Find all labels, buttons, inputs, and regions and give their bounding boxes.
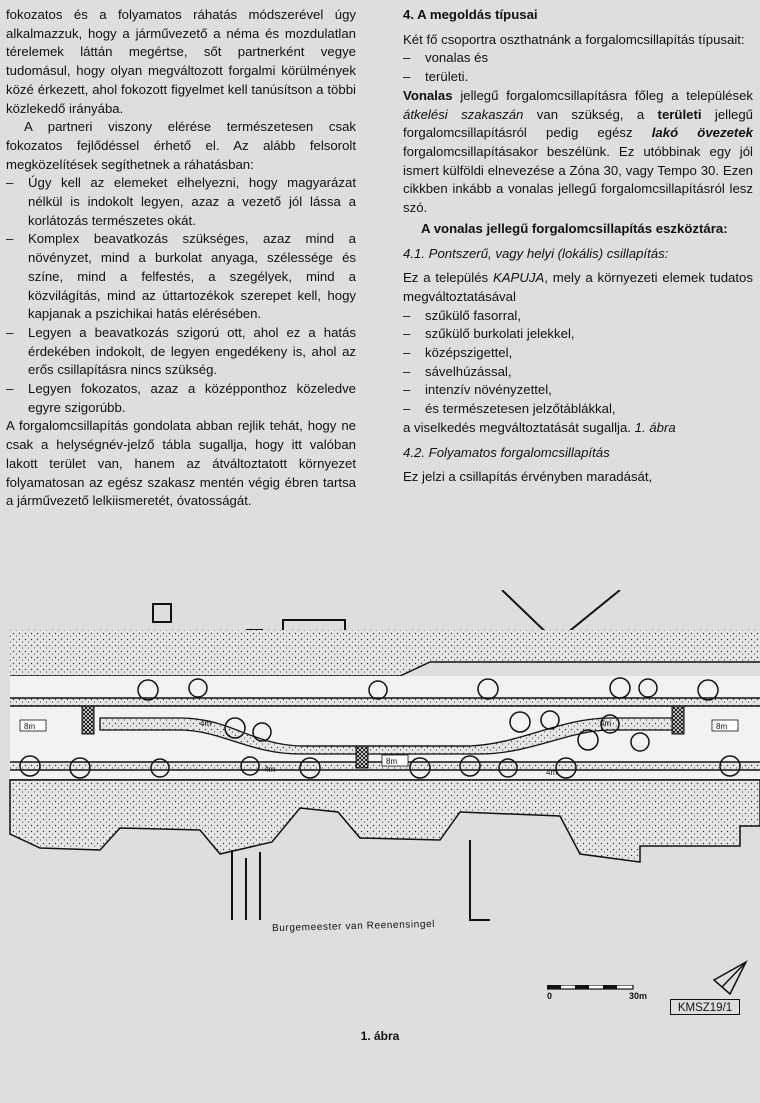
left-column <box>6 6 356 511</box>
scale-start: 0 <box>547 991 553 1001</box>
dim-label: 4m <box>200 719 212 728</box>
buildings-bottom <box>232 840 490 920</box>
subheading: A vonalas jellegű forgalomcsillapítás eszköztára: <box>421 220 728 236</box>
list-item: – vonalas és <box>403 50 489 66</box>
paragraph: A forgalomcsillapítás gondolata abban rejlik tehát, hogy ne csak a helységnév-jelző tábla sugallja, hogy itt valóban lakott terület van, hanem az átváltoztatott környezet folyamatosan az egész szakasz mentén végig ébren tartsa a járművezető lelkiismeretét, óvatosságát. <box>6 418 356 509</box>
subsection-title: 4.2. Folyamatos forgalomcsillapítás <box>403 445 610 461</box>
figure-id-tag: KMSZ19/1 <box>670 999 740 1015</box>
list-item: – Úgy kell az elemeket elhelyezni, hogy magyarázat nélkül is indokolt legyen, azaz a vezető jól lássa a korlátozás természetes okát. <box>6 175 356 228</box>
paragraph: Két fő csoportra oszthatnánk a forgalomcsillapítás típusait: <box>403 31 745 47</box>
list-item: – középszigettel, <box>403 344 513 360</box>
list-item: – területi. <box>403 69 469 85</box>
figure-caption: 1. ábra <box>360 1029 400 1043</box>
paragraph: fokozatos és a folyamatos ráhatás módszerével úgy alkalmazzuk, hogy a járművezető a néma és mozdulatlan térelemek láttán megértse, sőt partnerként vegye tudomásul, hogy olyan megváltozott forgalmi körülmények közé érkezett, ahol fokozott figyelmet kell tanúsítson a többi közlekedő irányába. <box>6 7 356 116</box>
north-arrow-icon <box>710 960 750 1001</box>
dim-label: 8m <box>24 722 36 731</box>
list-item: – szűkülő burkolati jelekkel, <box>403 326 575 342</box>
paragraph: Ez jelzi a csillapítás érvényben maradását, <box>403 469 653 485</box>
list-item: – Legyen a beavatkozás szigorú ott, ahol ez a hatás érdekében indokolt, de legyen engedékeny is, ahol az erős csillapításra nincs szükség. <box>6 324 356 378</box>
list-item: – szűkülő fasorral, <box>403 307 522 323</box>
scale-bar <box>547 985 657 1014</box>
subsection-title: 4.1. Pontszerű, vagy helyi (lokális) csillapítás: <box>403 246 669 262</box>
paragraph: Vonalas jellegű forgalomcsillapításra főleg a települések átkelési szakaszán van szükség, a területi jellegű forgalomcsillapításról pedig egész lakó övezetek forgalomcsillapításakor beszélünk. Ez utóbbinak egy jól ismert külföldi elnevezése a Zóna 30, vagy Tempo 30. Ezen cikkben inkább a vonalas jellegű forgalomcsillapításról lesz szó. <box>403 87 754 216</box>
street-label: Burgemeester van Reenensingel <box>271 918 436 935</box>
crossing <box>672 706 684 734</box>
verge-bottom <box>10 780 760 862</box>
dim-label: 8m <box>716 722 728 731</box>
list-item: – sávelhúzással, <box>403 363 512 379</box>
right-column <box>403 6 753 487</box>
dim-label: 4m <box>264 765 276 774</box>
dim-label: 4m <box>600 719 612 728</box>
site-plan-figure <box>0 590 760 950</box>
dim-label: 4m <box>546 768 558 777</box>
crossing <box>356 746 368 768</box>
list-item: – intenzív növényzettel, <box>403 382 552 398</box>
list-item: – Legyen fokozatos, azaz a középponthoz közeledve egyre szigorúbb. <box>6 381 356 415</box>
list-item: – és természetesen jelzőtáblákkal, <box>403 401 616 417</box>
dim-label: 8m <box>386 757 398 766</box>
paragraph: A partneri viszony elérése természetesen csak fokozatos fejlődéssel érhető el. Az alább felsorolt megközelítések segíthetnek a ráhatásban: <box>6 119 356 172</box>
scale-end: 30m <box>629 991 648 1001</box>
section-heading: 4. A megoldás típusai <box>403 7 538 22</box>
paragraph: Ez a település KAPUJA, mely a környezeti elemek tudatos megváltoztatásával <box>403 270 753 304</box>
list-item: – Komplex beavatkozás szükséges, azaz mind a növényzet, mind a burkolat anyaga, szélessége és színe, mind a felfestés, a szegélyek, mind a közvilágítás, mind az úttartozékok szerepet kell, hogy kapjanak a pszichikai hatás elérésében. <box>6 231 356 322</box>
paragraph: a viselkedés megváltoztatását sugallja. 1. ábra <box>403 419 676 435</box>
crossing <box>82 706 94 734</box>
verge-top <box>10 630 760 676</box>
